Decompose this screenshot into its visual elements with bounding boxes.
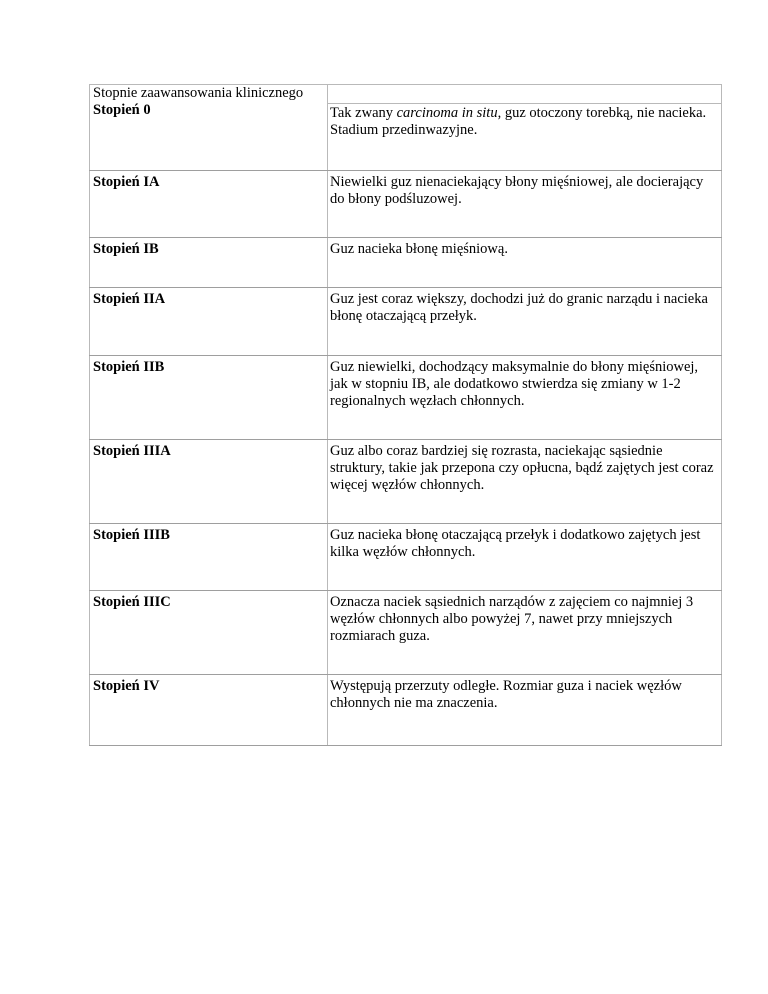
stage-label-text: Stopień 0	[93, 102, 151, 118]
stage-label	[89, 288, 328, 355]
stage-label-text: Stopień IIA	[93, 291, 166, 307]
stage-description	[328, 103, 722, 170]
stage-label	[89, 171, 328, 237]
stage-label	[89, 591, 328, 674]
stage-label	[89, 675, 328, 745]
table-row	[89, 356, 722, 440]
stage-label-text: Stopień IA	[93, 174, 160, 190]
staging-table	[89, 84, 722, 746]
stage-label-text: Stopień IIIB	[93, 527, 170, 543]
stage-label	[89, 356, 328, 439]
table-row	[89, 524, 722, 591]
table-header: Stopnie zaawansowania klinicznego	[89, 84, 328, 103]
stage-label	[89, 238, 328, 287]
stage-description: Guz jest coraz większy, dochodzi już do granic narządu i nacieka błonę otaczającą przełyk.	[328, 288, 722, 355]
table-header-empty-cell	[328, 84, 722, 103]
table-row	[89, 103, 722, 171]
stage-description: Guz nacieka błonę otaczającą przełyk i dodatkowo zajętych jest kilka węzłów chłonnych.	[328, 524, 722, 590]
stage-description: Guz albo coraz bardziej się rozrasta, naciekając sąsiednie struktury, takie jak przepona czy opłucna, bądź zajętych jest coraz więcej węzłów chłonnych.	[328, 440, 722, 523]
table-row	[89, 288, 722, 356]
table-row	[89, 238, 722, 288]
stage-label-text: Stopień IB	[93, 241, 159, 257]
table-row	[89, 675, 722, 746]
stage-label-text: Stopień IIB	[93, 359, 165, 375]
stage-description: Niewielki guz nienaciekający błony mięśniowej, ale docierający do błony podśluzowej.	[328, 171, 722, 237]
desc-italic-text: carcinoma in situ	[396, 105, 498, 121]
stage-description: Występują przerzuty odległe. Rozmiar guza i naciek węzłów chłonnych nie ma znaczenia.	[328, 675, 722, 745]
table-header-row	[89, 84, 722, 103]
desc-text: Tak zwany	[330, 105, 397, 121]
table-row	[89, 440, 722, 524]
stage-label-text: Stopień IIIA	[93, 443, 171, 459]
table-row	[89, 171, 722, 238]
stage-label-text: Stopień IV	[93, 678, 160, 694]
stage-description: Guz niewielki, dochodzący maksymalnie do błony mięśniowej, jak w stopniu IB, ale dodatkowo stwierdza się zmiany w 1-2 regionalnych węzłach chłonnych.	[328, 356, 722, 439]
stage-description: Guz nacieka błonę mięśniową.	[328, 238, 722, 287]
table-row	[89, 591, 722, 675]
stage-label	[89, 440, 328, 523]
stage-label	[89, 102, 328, 170]
stage-description: Oznacza naciek sąsiednich narządów z zajęciem co najmniej 3 węzłów chłonnych albo powyżej 7, nawet przy mniejszych rozmiarach guza.	[328, 591, 722, 674]
stage-label	[89, 524, 328, 590]
stage-label-text: Stopień IIIC	[93, 594, 171, 610]
desc-text: , guz otoczony torebką, nie nacieka. Stadium przedinwazyjne.	[330, 105, 707, 138]
